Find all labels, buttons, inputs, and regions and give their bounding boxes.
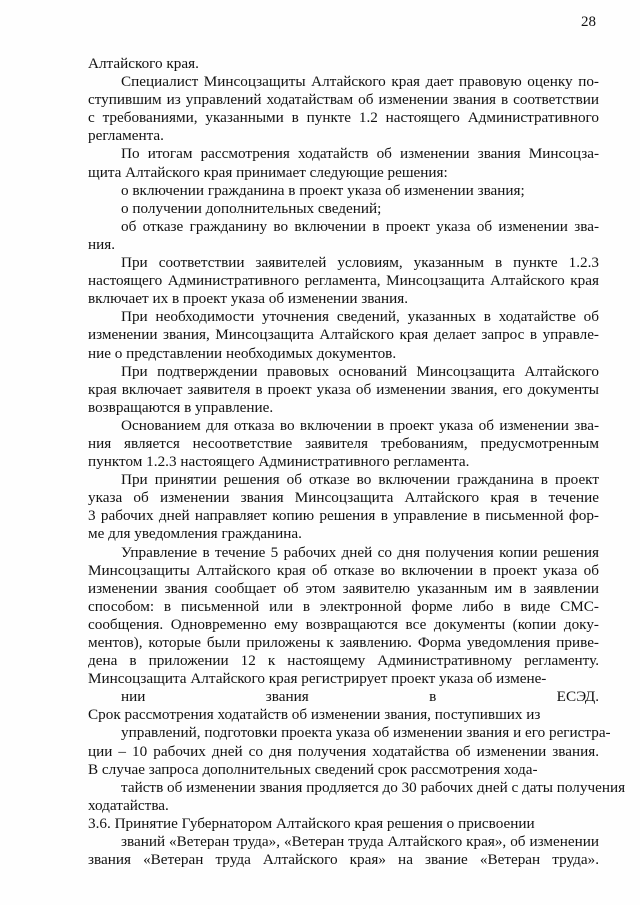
text-line: ции – 10 рабочих дней со дня получения ходатайства об изменении звания.: [88, 742, 599, 760]
text-line: Специалист Минсоцзащиты Алтайского края дает правовую оценку по-: [121, 73, 599, 91]
text-line: включает их в проект указа об изменении звания.: [88, 290, 408, 308]
text-line: об отказе гражданину во включении в проект указа об изменении зва-: [121, 217, 599, 235]
text-line: При принятии решения об отказе во включении гражданина в проект: [121, 471, 599, 489]
text-line: Минсоцзащиты Алтайского края об отказе во включении в проект указа об: [88, 561, 599, 579]
text-line: [88, 869, 599, 887]
text-line: изменении звания сообщает об этом заявителю указанным им в заявлении: [88, 579, 599, 597]
text-line: ментов), которые были приложены к заявлению. Форма уведомления приве-: [88, 634, 599, 651]
text-line: 3 рабочих дней направляет копию решения в управление в письменной фор-: [88, 507, 599, 525]
text-line: о включении гражданина в проект указа об изменении звания;: [121, 181, 525, 199]
text-line: ступившим из управлений ходатайствам об изменении звания в соответствии: [88, 91, 599, 109]
text-line: Управление в течение 5 рабочих дней со дня получения копии решения: [121, 543, 599, 561]
text-line: щита Алтайского края принимает следующие решения:: [88, 163, 448, 181]
text-line: указа об изменении звания Минсоцзащита Алтайского края в течение: [88, 489, 599, 507]
text-line: сообщения. Одновременно ему возвращаются все документы (копии доку-: [88, 615, 599, 633]
text-line: звания «Ветеран труда Алтайского края» на звание «Ветеран труда».: [88, 851, 599, 869]
text-line: управлений, подготовки проекта указа об изменении звания и его регистра-: [121, 724, 611, 742]
text-line: Срок рассмотрения ходатайств об изменении звания, поступивших из: [88, 706, 541, 724]
text-line: возвращаются в управление.: [88, 398, 274, 416]
text-line: ходатайства.: [88, 796, 169, 814]
text-line: Основанием для отказа во включении в проект указа об изменении зва-: [121, 416, 599, 434]
text-line: регламента.: [88, 127, 164, 145]
text-line: о получении дополнительных сведений;: [121, 199, 382, 217]
text-line: При соответствии заявителей условиям, указанным в пункте 1.2.3: [121, 254, 599, 272]
text-line: В случае запроса дополнительных сведений срок рассмотрения хода-: [88, 760, 538, 778]
text-line: При необходимости уточнения сведений, указанных в ходатайстве об: [121, 308, 599, 326]
text-line: ние о представлении необходимых документов.: [88, 344, 397, 362]
text-line: дена в приложении 12 к настоящему Административному регламенту.: [88, 652, 599, 670]
text-line: настоящего Административного регламента, Минсоцзащита Алтайского края: [88, 272, 599, 290]
text-line: Минсоцзащита Алтайского края регистрирует проект указа об измене-: [88, 670, 547, 688]
text-line: ме для уведомления гражданина.: [88, 525, 302, 543]
text-line: тайств об изменении звания продляется до 30 рабочих дней с даты получения: [121, 778, 626, 796]
document-body: [88, 55, 626, 887]
text-line: изменении звания, Минсоцзащита Алтайского края делает запрос в управле-: [88, 326, 599, 344]
text-line: нии звания в ЕСЭД.: [121, 688, 599, 706]
page-number: 28: [581, 14, 596, 30]
text-line: края включает заявителя в проект указа об изменении звания, его документы: [88, 380, 599, 398]
text-line: способом: в письменной или в электронной форме либо в виде СМС-: [88, 597, 599, 615]
text-line: званий «Ветеран труда», «Ветеран труда Алтайского края», об изменении: [121, 833, 599, 851]
text-line: По итогам рассмотрения ходатайств об изменении звания Минсоцза-: [121, 145, 599, 163]
text-line: с требованиями, указанными в пункте 1.2 настоящего Административного: [88, 109, 599, 127]
text-line: 3.6. Принятие Губернатором Алтайского края решения о присвоении: [88, 814, 535, 832]
text-line: пунктом 1.2.3 настоящего Административного регламента.: [88, 453, 470, 471]
text-line: При подтверждении правовых оснований Минсоцзащита Алтайского: [121, 362, 599, 380]
text-line: Алтайского края.: [88, 55, 199, 72]
text-line: ния.: [88, 235, 116, 253]
text-line: ния является несоответствие заявителя требованиям, предусмотренным: [88, 434, 599, 452]
